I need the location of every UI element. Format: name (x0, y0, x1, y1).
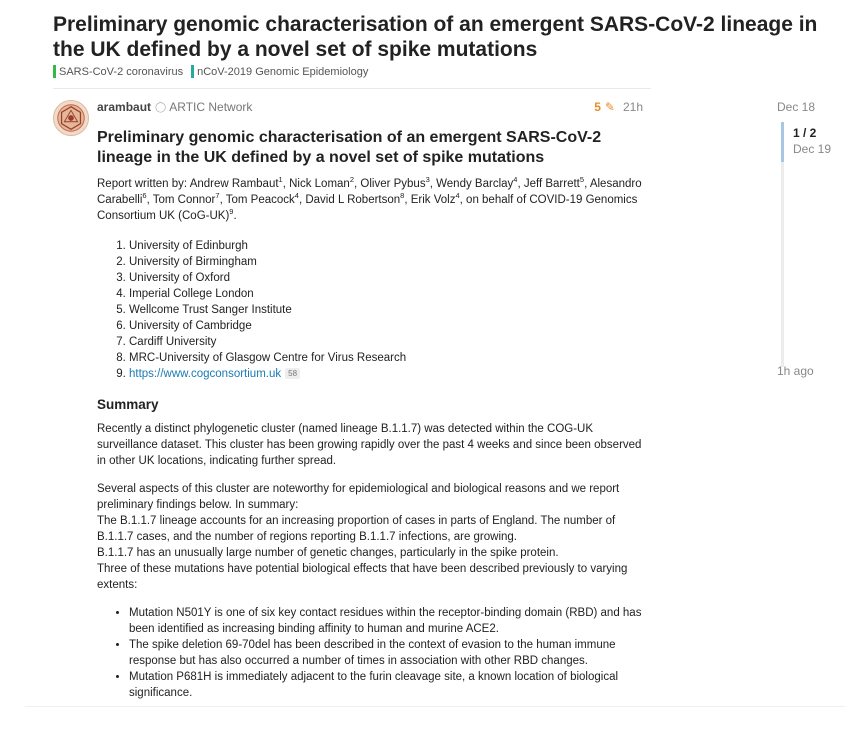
post-heading: Preliminary genomic characterisation of an emergent SARS-CoV-2 lineage in the UK defined by a novel set of spike mutations (97, 129, 602, 166)
timeline-start-date[interactable]: Dec 18 (777, 100, 816, 114)
affiliation-list (129, 238, 645, 382)
summary-paragraph: Recently a distinct phylogenetic cluster (named lineage B.1.1.7) was detected within the COG-UK surveillance dataset. This cluster has been growing rapidly over the past 4 weeks and since been observed in other UK locations, indicating further spread. (97, 423, 642, 467)
category-label: SARS-CoV-2 coronavirus (59, 65, 184, 78)
findings-line: Several aspects of this cluster are noteworthy for epidemiological and biological reasons and we report preliminary findings below. In summary: (97, 483, 620, 511)
post-body (97, 128, 645, 701)
category-sars-cov-2[interactable] (53, 65, 183, 78)
affiliation-item: 7. Cardiff University (129, 334, 645, 350)
author: Erik Volz$^4$ (410, 191, 460, 206)
shield-icon: ◯ (155, 101, 167, 113)
author: Tom Peacock$^4$ (225, 191, 299, 206)
avatar-image (54, 101, 88, 135)
author: David L Robertson$^8$ (305, 191, 405, 206)
mutation-item: • The spike deletion 69-70del has been described in the context of evasion to the human immune response but has also occurred a number of times in association with other RBD changes. (129, 637, 645, 669)
post-time[interactable]: 21h (622, 100, 643, 114)
pencil-icon[interactable]: ✎ (604, 100, 615, 114)
affiliation-item (129, 366, 645, 382)
username[interactable]: arambaut (97, 100, 152, 114)
authors-suffix-sup: 9 (229, 207, 234, 217)
findings-line: B.1.1.7 has an unusually large number of genetic changes, particularly in the spike protein. (97, 547, 559, 559)
affiliation-item: 6. University of Cambridge (129, 318, 645, 334)
mutation-item: • Mutation N501Y is one of six key contact residues within the receptor-binding domain (RBD) and has been identified as increasing binding affinity to human and murine ACE2. (129, 605, 645, 637)
affiliation-item: 1. University of Edinburgh (129, 238, 645, 254)
group-name[interactable]: ARTIC Network (169, 100, 253, 114)
mutation-item: • Mutation P681H is immediately adjacent to the furin cleavage site, a known location of biological significance. (129, 669, 645, 701)
topic-title[interactable]: Preliminary genomic characterisation of an emergent SARS-CoV-2 lineage in the UK defined by a novel set of spike mutations (53, 13, 818, 61)
affiliation-item: 8. MRC-University of Glasgow Centre for Virus Research (129, 350, 645, 366)
findings-paragraph (97, 481, 645, 593)
timeline-position: 1 / 2 (793, 126, 817, 140)
author: Jeff Barrett$^5$ (523, 175, 585, 190)
affiliation-item: 3. University of Oxford (129, 270, 645, 286)
author: Oliver Pybus$^3$ (360, 175, 430, 190)
affiliation-item: 4. Imperial College London (129, 286, 645, 302)
author: Alesandro Carabelli$^6$ (97, 178, 642, 206)
edit-count[interactable]: 5 (594, 100, 601, 114)
author: Wendy Barclay$^4$ (436, 175, 518, 190)
category-label: nCoV-2019 Genomic Epidemiology (197, 65, 369, 78)
author: Tom Connor$^7$ (152, 191, 220, 206)
findings-line: The B.1.1.7 lineage accounts for an increasing proportion of cases in parts of England. The number of B.1.1.7 cases, and the number of regions reporting B.1.1.7 infections, are growing. (97, 515, 616, 543)
avatar[interactable] (53, 100, 89, 136)
affiliation-item: 5. Wellcome Trust Sanger Institute (129, 302, 645, 318)
author: Andrew Rambaut$^1$ (189, 175, 283, 190)
timeline-current-date: Dec 19 (793, 142, 832, 156)
category-color-swatch (191, 65, 194, 78)
timeline-handle[interactable] (781, 122, 784, 162)
post-meta-right (594, 100, 643, 114)
timeline-end-label[interactable]: 1h ago (777, 364, 814, 378)
summary-heading: Summary (97, 397, 159, 412)
author-list: Report written by: Andrew Rambaut$^1$, Nick Loman$^2$, Oliver Pybus$^3$, Wendy Barclay$^4$, Jeff Barrett$^5$, Alesandro Carabelli$^6$, Tom Connor$^7$, Tom Peacock$^4$, David L Robertson$^8$, Erik Volz$^4$, on behalf of COVID-19 Genomics Consortium UK $(CoG-UK)^9$. (97, 175, 642, 222)
category-ncov-genomic-epidemiology[interactable] (191, 65, 368, 78)
authors-suffix: on behalf of COVID-19 Genomics Consortium UK (CoG-UK) (97, 194, 638, 222)
category-list (53, 65, 368, 78)
title-divider (53, 88, 651, 89)
link-click-count: 58 (285, 368, 300, 379)
bottom-divider (25, 706, 845, 707)
category-color-swatch (53, 65, 56, 78)
post-meta (97, 99, 643, 115)
author: Nick Loman$^2$ (289, 175, 354, 190)
affiliation-item: 2. University of Birmingham (129, 254, 645, 270)
mutation-list (129, 605, 645, 701)
cogconsortium-link[interactable]: https://www.cogconsortium.uk (129, 368, 282, 380)
findings-line: Three of these mutations have potential biological effects that have been described previously to varying extents: (97, 563, 628, 591)
authors-prefix: Report written by: (97, 178, 190, 190)
